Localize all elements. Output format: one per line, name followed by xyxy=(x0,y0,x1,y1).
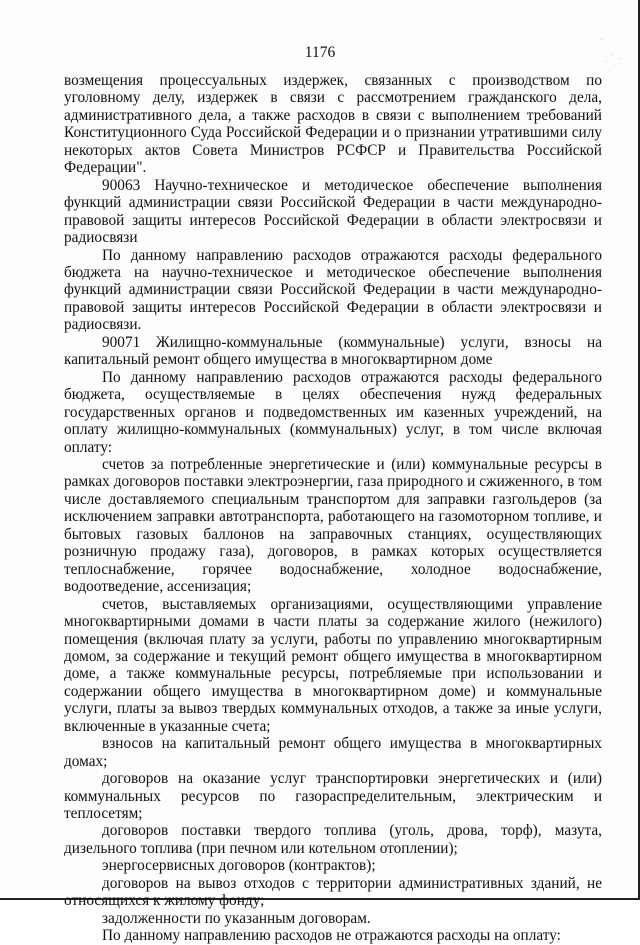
list-item: договоров на оказание услуг транспортировки энергетических и (или) коммунальных ресурсов по газораспределительным, электрическим и теплосетям; xyxy=(64,770,602,823)
section-heading-90063: 90063 Научно-техническое и методическое обеспечение выполнения функций администрации связи Российской Федерации в части международно-правовой защиты интересов Российской Федерации в области электросвязи и радиосвязи xyxy=(64,176,602,247)
document-body xyxy=(64,72,602,945)
section-title: Жилищно-коммунальные (коммунальные) услуги, взносы на капитальный ремонт общего имущества в многоквартирном доме xyxy=(64,333,602,369)
list-item: договоров поставки твердого топлива (уголь, дрова, торф), мазута, дизельного топлива (при печном или котельном отоплении); xyxy=(64,822,602,857)
section-code: 90071 xyxy=(102,333,141,351)
page-number: 1176 xyxy=(304,44,336,61)
list-item: задолженности по указанным договорам. xyxy=(102,909,371,927)
paragraph: По данному направлению расходов не отражаются расходы на оплату: xyxy=(102,927,561,945)
list-item: счетов за потребленные энергетические и (или) коммунальные ресурсы в рамках договоров поставки электроэнергии, газа природного и сжиженного, в том числе доставляемого специальным транспортом для заправки газгольдеров (за исключением заправки автотранспорта, работающего на газомоторном топливе, и бытовых газовых баллонов на заправочных станциях, осуществляющих розничную продажу газа), договоров, в рамках которых осуществляется теплоснабжение, горячее водоснабжение, холодное водоснабжение, водоотведение, ассенизация; xyxy=(64,455,602,596)
list-item: взносов на капитальный ремонт общего имущества в многоквартирных домах; xyxy=(64,735,602,770)
list-item: договоров на вывоз отходов с территории административных зданий, не относящихся к жилому фонду; xyxy=(64,874,602,910)
paragraph: По данному направлению расходов отражаются расходы федерального бюджета на научно-техническое и методическое обеспечение выполнения функций администрации связи Российской Федерации в части международно-правовой защиты интересов Российской Федерации в области электросвязи и радиосвязи. xyxy=(64,246,602,334)
paragraph: По данному направлению расходов отражаются расходы федерального бюджета, осуществляемые в целях обеспечения нужд федеральных государственных органов и подведомственных им казенных учреждений, на оплату жилищно-коммунальных (коммунальных) услуг, в том числе включая оплату: xyxy=(64,368,602,456)
paragraph: возмещения процессуальных издержек, связанных с производством по уголовному делу, издержек в связи с рассмотрением гражданского дела, административного дела, а также расходов в связи с выполнением требований Конституционного Суда Российской Федерации и о признании утратившими силу некоторых актов Совета Министров РСФСР и Правительства Российской Федерации". xyxy=(64,72,602,177)
section-heading-90071 xyxy=(64,334,602,369)
list-item: счетов, выставляемых организациями, осуществляющими управление многоквартирными домами в части платы за содержание жилого (нежилого) помещения (включая плату за услуги, работы по управлению многоквартирным домом, за содержание и текущий ремонт общего имущества в многоквартирном доме, а также коммунальные ресурсы, потребляемые при использовании и содержании общего имущества в многоквартирном доме) и коммунальные услуги, платы за вывоз твердых коммунальных отходов, а также за иные услуги, включенные в указанные счета; xyxy=(64,595,602,735)
list-item: энергосервисных договоров (контрактов); xyxy=(102,857,376,875)
